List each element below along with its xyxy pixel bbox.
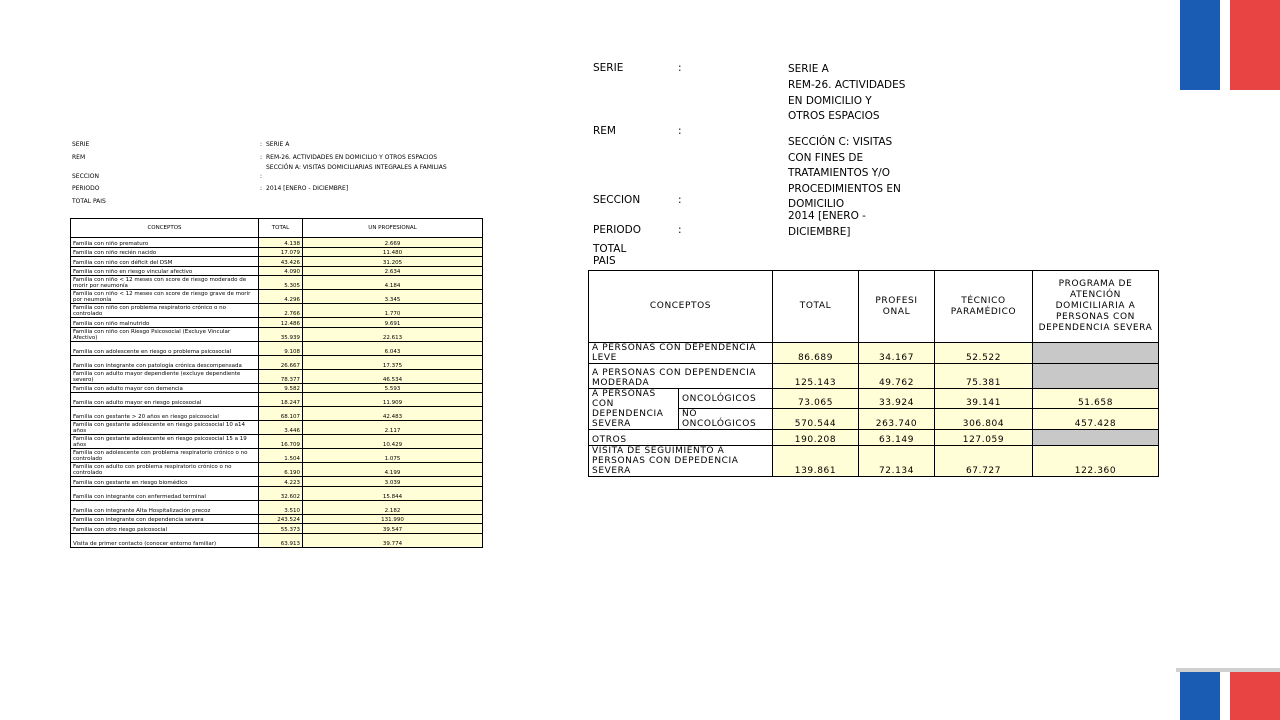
table-row	[589, 364, 1159, 389]
column-header: CONCEPTOS	[71, 219, 259, 238]
meta-sep: :	[260, 154, 263, 161]
cell-total: 6.190	[259, 463, 303, 477]
cell-total: 125.143	[773, 364, 859, 389]
row-concept: Familia con integrante Alta Hospitalización precoz	[71, 500, 259, 514]
meta-key: TOTAL PAIS	[72, 198, 106, 205]
row-concept: Familia con gestante adolescente en riesgo psicosocial 15 a 19 años	[71, 435, 259, 449]
cell-empty	[1033, 343, 1159, 364]
row-label: A PERSONAS CON DEPENDENCIA SEVERA	[589, 389, 679, 430]
row-sublabel: ONCOLÓGICOS	[679, 389, 773, 409]
cell-total: 63.913	[259, 533, 303, 547]
meta-value: SECCIÓN A: VISITAS DOMICILIARIAS INTEGRALES A FAMILIAS	[266, 164, 447, 171]
cell-total: 3.446	[259, 421, 303, 435]
table-row	[71, 238, 483, 248]
table-row	[71, 290, 483, 304]
table-row	[589, 343, 1159, 364]
column-header-conceptos: CONCEPTOS	[589, 271, 773, 343]
row-concept: Familia con niño < 12 meses con score de riesgo grave de morir por neumonía	[71, 290, 259, 304]
table-row	[71, 266, 483, 276]
row-label: VISITA DE SEGUIMIENTO A PERSONAS CON DEPEDENCIA SEVERA	[589, 446, 773, 477]
cell-total: 243.524	[259, 514, 303, 524]
table-row	[71, 500, 483, 514]
cell-profesional: 72.134	[859, 446, 935, 477]
cell-profesional: 2.669	[303, 238, 483, 248]
cell-profesional: 2.182	[303, 500, 483, 514]
table-row	[71, 355, 483, 369]
meta-key: SERIE	[72, 141, 90, 148]
meta-sep: :	[260, 141, 263, 148]
meta-sep: :	[260, 173, 263, 180]
row-label: A PERSONAS CON DEPENDENCIA LEVE	[589, 343, 773, 364]
meta-key: SECCION	[593, 194, 641, 206]
meta-value: 2014 [ENERO - DICIEMBRE]	[788, 210, 866, 238]
cell-profesional: 6.043	[303, 341, 483, 355]
cell-profesional: 131.990	[303, 514, 483, 524]
column-header-tecnico: TÉCNICO PARAMÉDICO	[935, 271, 1033, 343]
left-metadata	[72, 138, 492, 208]
meta-value: SERIE A	[788, 63, 829, 75]
table-row	[71, 369, 483, 383]
row-concept: Familia con niño prematuro	[71, 238, 259, 248]
meta-sep: :	[678, 125, 682, 137]
cell-programa: 457.428	[1033, 409, 1159, 430]
column-header-programa: PROGRAMA DE ATENCIÓN DOMICILIARIA A PERSONAS CON DEPENDENCIA SEVERA	[1033, 271, 1159, 343]
cell-profesional: 39.547	[303, 524, 483, 534]
cell-profesional: 4.184	[303, 276, 483, 290]
cell-total: 32.602	[259, 486, 303, 500]
table-row	[71, 449, 483, 463]
cell-profesional: 263.740	[859, 409, 935, 430]
right-data-table	[588, 270, 1159, 477]
cell-total: 190.208	[773, 430, 859, 446]
cell-total: 4.138	[259, 238, 303, 248]
table-row	[71, 407, 483, 421]
cell-tecnico: 39.141	[935, 389, 1033, 409]
column-header-total: TOTAL	[773, 271, 859, 343]
row-concept: Familia con gestante en riesgo biomédico	[71, 477, 259, 487]
cell-total: 55.373	[259, 524, 303, 534]
cell-total: 78.377	[259, 369, 303, 383]
meta-value: REM-26. ACTIVIDADES EN DOMICILIO Y OTROS ESPACIOS	[788, 79, 906, 122]
row-concept: Familia con niño < 12 meses con score de riesgo moderado de morir por neumonía	[71, 276, 259, 290]
table-row	[71, 524, 483, 534]
cell-profesional: 34.167	[859, 343, 935, 364]
cell-total: 139.861	[773, 446, 859, 477]
meta-sep: :	[678, 62, 682, 74]
row-sublabel: NO ONCOLÓGICOS	[679, 409, 773, 430]
row-concept: Familia con niño en riesgo vincular afectivo	[71, 266, 259, 276]
cell-total: 4.090	[259, 266, 303, 276]
meta-sep: :	[678, 224, 682, 236]
cell-total: 9.108	[259, 341, 303, 355]
cell-profesional: 22.613	[303, 327, 483, 341]
meta-value: REM-26. ACTIVIDADES EN DOMICILIO Y OTROS ESPACIOS	[266, 154, 438, 161]
cell-profesional: 2.634	[303, 266, 483, 276]
cell-total: 43.426	[259, 257, 303, 267]
cell-profesional: 1.770	[303, 304, 483, 318]
table-row	[589, 430, 1159, 446]
table-row	[71, 327, 483, 341]
row-concept: Familia con niño recién nacido	[71, 247, 259, 257]
row-label: A PERSONAS CON DEPENDENCIA MODERADA	[589, 364, 773, 389]
table-row	[589, 389, 1159, 409]
cell-total: 17.079	[259, 247, 303, 257]
table-row	[71, 247, 483, 257]
cell-profesional: 39.774	[303, 533, 483, 547]
cell-profesional: 11.480	[303, 247, 483, 257]
cell-total: 2.766	[259, 304, 303, 318]
meta-key: REM	[72, 154, 86, 161]
row-concept: Familia con gestante adolescente en riesgo psicosocial 10 a14 años	[71, 421, 259, 435]
meta-key: SERIE	[593, 62, 624, 74]
cell-profesional: 63.149	[859, 430, 935, 446]
cell-profesional: 2.117	[303, 421, 483, 435]
row-concept: Familia con gestante > 20 años en riesgo psicosocial	[71, 407, 259, 421]
cell-total: 86.689	[773, 343, 859, 364]
row-concept: Familia con integrante con enfermedad terminal	[71, 486, 259, 500]
cell-profesional: 31.205	[303, 257, 483, 267]
cell-total: 4.296	[259, 290, 303, 304]
row-concept: Familia con integrante con patología crónica descompensada	[71, 355, 259, 369]
cell-programa: 51.658	[1033, 389, 1159, 409]
table-row	[71, 383, 483, 393]
cell-total: 4.223	[259, 477, 303, 487]
row-concept: Familia con adolescente con problema respiratorio crónico o no controlado	[71, 449, 259, 463]
meta-key: PERIODO	[72, 185, 100, 192]
meta-sep: :	[678, 194, 682, 206]
cell-programa: 122.360	[1033, 446, 1159, 477]
table-row	[71, 486, 483, 500]
cell-profesional: 33.924	[859, 389, 935, 409]
cell-profesional: 4.199	[303, 463, 483, 477]
row-concept: Familia con niño con déficit del DSM	[71, 257, 259, 267]
meta-value: 2014 [ENERO - DICIEMBRE]	[266, 185, 349, 192]
table-row	[71, 421, 483, 435]
meta-key: REM	[593, 125, 616, 137]
cell-profesional: 1.075	[303, 449, 483, 463]
cell-total: 3.510	[259, 500, 303, 514]
row-concept: Familia con adulto mayor con demencia	[71, 383, 259, 393]
table-row	[71, 257, 483, 267]
row-concept: Familia con niño con Riesgo Psicosocial (Excluye Vincular Afectivo)	[71, 327, 259, 341]
table-row	[71, 318, 483, 328]
row-concept: Familia con adulto mayor dependiente (excluye dependiente severo)	[71, 369, 259, 383]
cell-profesional: 11.909	[303, 393, 483, 407]
row-concept: Familia con adulto con problema respiratorio crónico o no controlado	[71, 463, 259, 477]
cell-tecnico: 52.522	[935, 343, 1033, 364]
left-data-table	[70, 218, 483, 548]
row-concept: Familia con integrante con dependencia severa	[71, 514, 259, 524]
cell-profesional: 17.375	[303, 355, 483, 369]
table-row	[71, 304, 483, 318]
table-row	[589, 446, 1159, 477]
cell-tecnico: 75.381	[935, 364, 1033, 389]
cell-profesional: 3.345	[303, 290, 483, 304]
cell-total: 570.544	[773, 409, 859, 430]
meta-key: PERIODO	[593, 224, 641, 236]
cell-profesional: 10.429	[303, 435, 483, 449]
cell-total: 1.504	[259, 449, 303, 463]
row-label: OTROS	[589, 430, 773, 446]
column-header: TOTAL	[259, 219, 303, 238]
row-concept: Familia con niño malnutrido	[71, 318, 259, 328]
cell-total: 73.065	[773, 389, 859, 409]
cell-total: 26.667	[259, 355, 303, 369]
cell-profesional: 5.593	[303, 383, 483, 393]
cell-total: 68.107	[259, 407, 303, 421]
cell-profesional: 46.534	[303, 369, 483, 383]
cell-total: 16.709	[259, 435, 303, 449]
cell-tecnico: 306.804	[935, 409, 1033, 430]
table-row	[71, 276, 483, 290]
column-header: UN PROFESIONAL	[303, 219, 483, 238]
cell-empty	[1033, 364, 1159, 389]
row-concept: Familia con adolescente en riesgo o problema psicosocial	[71, 341, 259, 355]
meta-value: SERIE A	[266, 141, 290, 148]
flag-decoration-top	[1180, 0, 1280, 90]
flag-decoration-bottom	[1180, 668, 1280, 720]
table-row	[71, 463, 483, 477]
row-concept: Familia con otro riesgo psicosocial	[71, 524, 259, 534]
cell-total: 12.486	[259, 318, 303, 328]
cell-tecnico: 127.059	[935, 430, 1033, 446]
cell-total: 5.305	[259, 276, 303, 290]
table-row	[71, 533, 483, 547]
row-concept: Familia con niño con problema respiratorio crónico o no controlado	[71, 304, 259, 318]
cell-total: 18.247	[259, 393, 303, 407]
cell-profesional: 15.844	[303, 486, 483, 500]
meta-key: SECCION	[72, 173, 99, 180]
column-header-profesional: PROFESI ONAL	[859, 271, 935, 343]
row-concept: Familia con adulto mayor en riesgo psicosocial	[71, 393, 259, 407]
table-row	[71, 477, 483, 487]
cell-profesional: 3.039	[303, 477, 483, 487]
cell-tecnico: 67.727	[935, 446, 1033, 477]
cell-total: 35.939	[259, 327, 303, 341]
table-row	[71, 514, 483, 524]
table-row	[71, 435, 483, 449]
table-row	[71, 341, 483, 355]
cell-profesional: 9.691	[303, 318, 483, 328]
row-concept: Visita de primer contacto (conocer entorno familiar)	[71, 533, 259, 547]
meta-sep: :	[260, 185, 263, 192]
cell-total: 9.582	[259, 383, 303, 393]
meta-value: SECCIÓN C: VISITAS CON FINES DE TRATAMIENTOS Y/O PROCEDIMIENTOS EN DOMICILIO	[788, 136, 901, 210]
cell-profesional: 49.762	[859, 364, 935, 389]
cell-empty	[1033, 430, 1159, 446]
meta-total: TOTAL PAIS	[593, 243, 627, 267]
cell-profesional: 42.483	[303, 407, 483, 421]
table-row	[71, 393, 483, 407]
